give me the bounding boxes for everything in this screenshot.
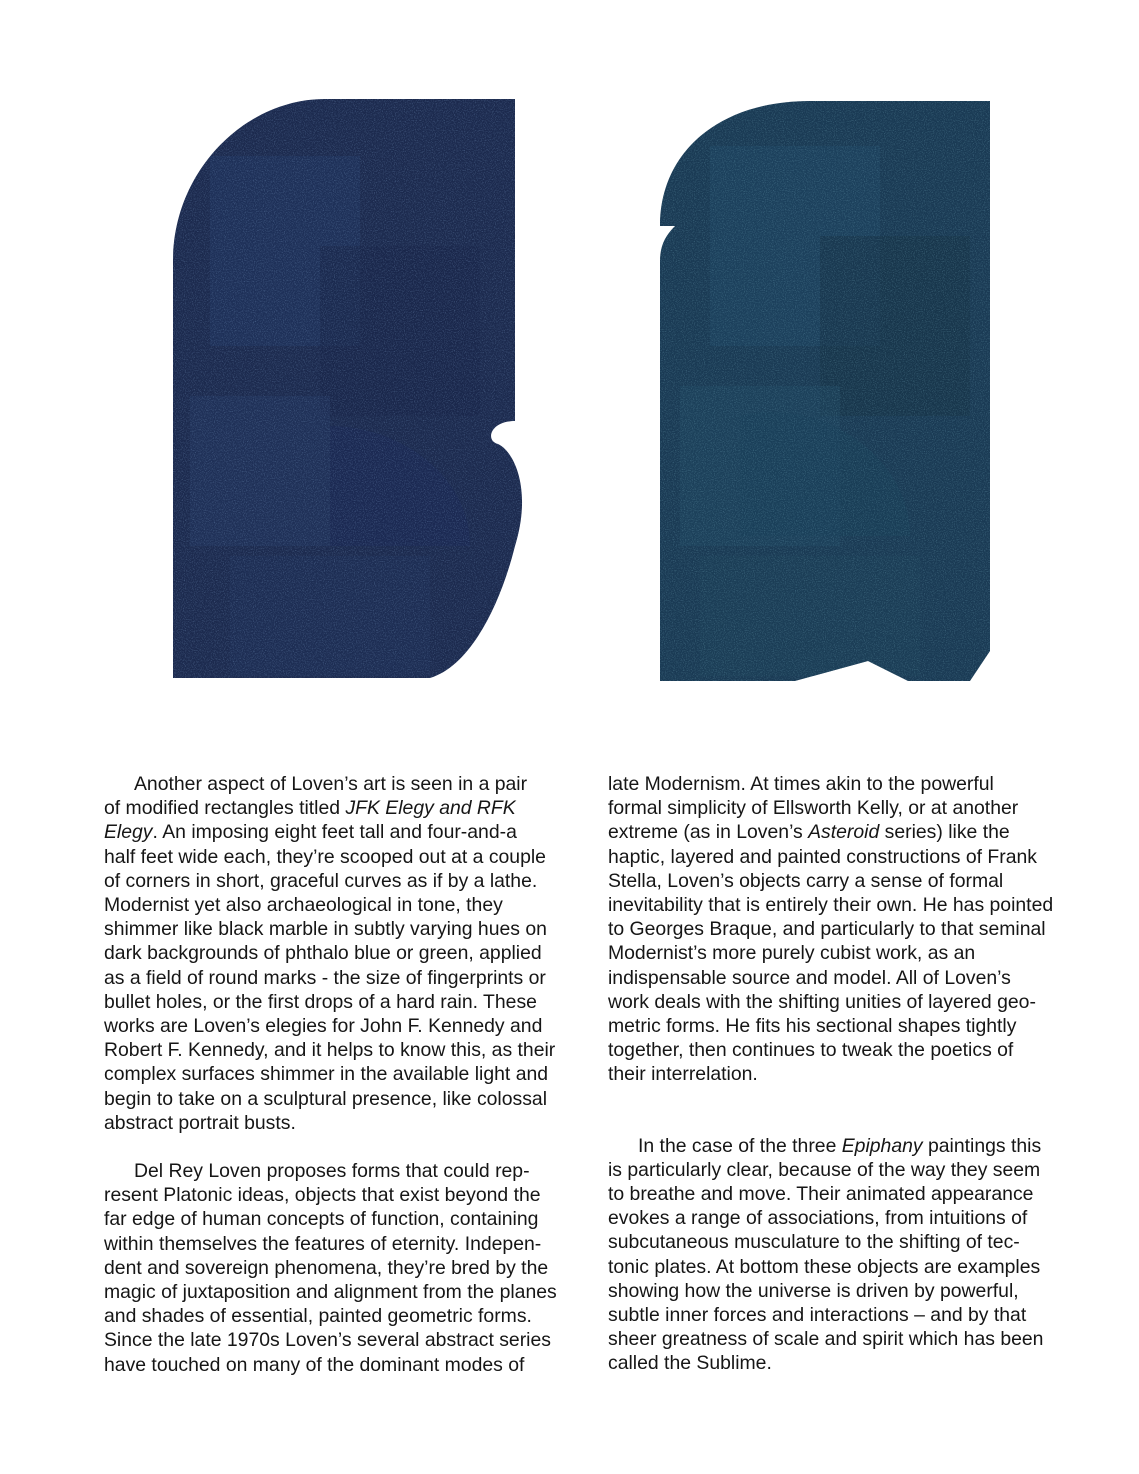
- text-line: late Modernism. At times akin to the powerful: [608, 773, 994, 795]
- text-line: inevitability that is entirely their own. He has pointed: [608, 894, 1054, 917]
- text-line: Stella, Loven’s objects carry a sense of formal: [608, 869, 1004, 892]
- rfk-elegy-painting: [650, 96, 1000, 690]
- text-line: tonic plates. At bottom these objects are examples: [608, 1255, 1041, 1278]
- text-line: Del Rey Loven proposes forms that could rep-: [134, 1160, 530, 1183]
- artwork-title: Elegy: [104, 821, 153, 844]
- paragraph-late-modernism: [608, 772, 1063, 1087]
- text-line: magic of juxtaposition and alignment from the planes: [104, 1281, 557, 1304]
- text-line: bullet holes, or the first drops of a hard rain. These: [104, 990, 537, 1013]
- text-line: shimmer like black marble in subtly varying hues on: [104, 918, 547, 941]
- text-line: indispensable source and model. All of Loven’s: [608, 966, 1011, 989]
- text-line: called the Sublime.: [608, 1352, 772, 1375]
- text-run: paintings this: [922, 1134, 1042, 1157]
- text-run: series) like the: [879, 821, 1010, 844]
- text-line: formal simplicity of Ellsworth Kelly, or at another: [608, 797, 1019, 820]
- text-line: far edge of human concepts of function, containing: [104, 1208, 539, 1231]
- text-line: of corners in short, graceful curves as if by a lathe.: [104, 869, 538, 892]
- series-title: Epiphany: [841, 1134, 923, 1157]
- text-line: to Georges Braque, and particularly to that seminal: [608, 918, 1046, 941]
- text-line: to breathe and move. Their animated appearance: [608, 1183, 1034, 1206]
- text-line: Modernist yet also archaeological in tone, they: [104, 894, 503, 917]
- text-line: dent and sovereign phenomena, they’re bred by the: [104, 1256, 549, 1279]
- text-line: and shades of essential, painted geometric forms.: [104, 1305, 532, 1328]
- left-column: [104, 772, 559, 1377]
- text-line: resent Platonic ideas, objects that exist beyond the: [104, 1184, 541, 1207]
- text-line: complex surfaces shimmer in the available light and: [104, 1063, 549, 1086]
- paragraph-epiphany: [608, 1134, 1063, 1376]
- text-line: abstract portrait busts.: [104, 1111, 296, 1134]
- text-line: haptic, layered and painted constructions of Frank: [608, 845, 1037, 868]
- text-line: begin to take on a sculptural presence, like colossal: [104, 1087, 548, 1110]
- text-run: In the case of the three: [638, 1134, 842, 1157]
- paragraph-gap: [104, 1135, 559, 1159]
- paragraph-gap: [608, 1087, 1063, 1133]
- text-line: works are Loven’s elegies for John F. Kennedy and: [104, 1015, 543, 1038]
- paragraph-platonic-forms: [104, 1159, 559, 1377]
- text-line: [104, 820, 559, 844]
- text-line: subtle inner forces and interactions – and by that: [608, 1304, 1027, 1327]
- text-line: Robert F. Kennedy, and it helps to know this, as their: [104, 1039, 556, 1062]
- text-line: have touched on many of the dominant modes of: [104, 1353, 525, 1376]
- text-line: [104, 796, 559, 820]
- series-title: Asteroid: [808, 821, 880, 844]
- text-line: within themselves the features of eternity. Indepen-: [104, 1232, 542, 1255]
- text-line: their interrelation.: [608, 1063, 758, 1086]
- text-line: as a field of round marks - the size of fingerprints or: [104, 966, 546, 989]
- text-line: evokes a range of associations, from intuitions of: [608, 1207, 1028, 1230]
- text-run: extreme (as in Loven’s: [608, 821, 809, 844]
- text-line: work deals with the shifting unities of layered geo-: [608, 990, 1036, 1013]
- text-line: is particularly clear, because of the way they seem: [608, 1158, 1041, 1181]
- paragraph-jfk-rfk-elegy: [104, 772, 559, 1135]
- text-line: Another aspect of Loven’s art is seen in a pair: [134, 773, 528, 795]
- text-line: Modernist’s more purely cubist work, as an: [608, 942, 976, 965]
- artwork-title: JFK Elegy and RFK: [345, 797, 516, 820]
- text-run: of modified rectangles titled: [104, 797, 346, 820]
- text-line: dark backgrounds of phthalo blue or green, applied: [104, 942, 542, 965]
- text-line: together, then continues to tweak the poetics of: [608, 1039, 1014, 1062]
- text-line: showing how the universe is driven by powerful,: [608, 1279, 1019, 1302]
- text-line: metric forms. He fits his sectional shapes tightly: [608, 1015, 1017, 1038]
- text-line: sheer greatness of scale and spirit which has been: [608, 1328, 1044, 1351]
- text-line: subcutaneous musculature to the shifting of tec-: [608, 1231, 1020, 1254]
- jfk-elegy-painting: [170, 96, 530, 690]
- right-column: [608, 772, 1063, 1376]
- text-line: Since the late 1970s Loven’s several abstract series: [104, 1329, 551, 1352]
- text-line: half feet wide each, they’re scooped out at a couple: [104, 845, 546, 868]
- text-line: [608, 820, 1063, 844]
- text-line: [608, 1134, 1063, 1158]
- text-run: . An imposing eight feet tall and four-and-a: [152, 821, 517, 844]
